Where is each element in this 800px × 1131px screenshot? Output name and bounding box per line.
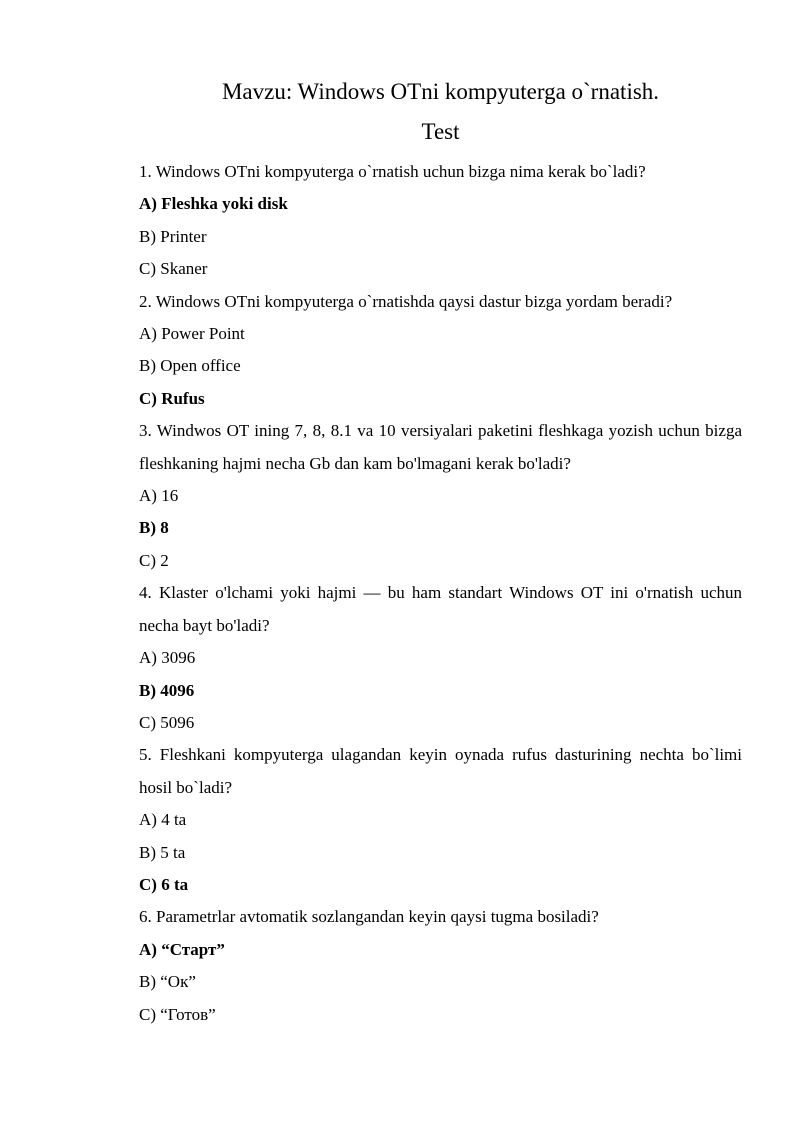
answer-option: B) 5 ta	[139, 842, 186, 862]
question-text: 4. Klaster o'lchami yoki hajmi — bu ham standart Windows OT ini o'rnatish uchun necha bayt bo'ladi?	[139, 583, 742, 635]
answer-option: A) 4 ta	[139, 810, 187, 830]
answer-option: A) Power Point	[139, 324, 245, 344]
answer-option: A) Fleshka yoki disk	[139, 194, 288, 214]
question-text: 6. Parametrlar avtomatik sozlangandan keyin qaysi tugma bosiladi?	[139, 907, 599, 927]
answer-option: C) 2	[139, 550, 169, 570]
answer-option: B) 8	[139, 518, 169, 538]
answer-option: B) Open office	[139, 356, 241, 376]
document-subtitle: Test	[421, 119, 460, 144]
answer-option: C) Skaner	[139, 259, 208, 279]
document-title: Mavzu: Windows OTni kompyuterga o`rnatish.	[221, 79, 660, 104]
question-block	[139, 156, 742, 286]
document-page	[139, 76, 742, 1031]
question-block	[139, 577, 742, 739]
answer-option: C) Rufus	[139, 388, 205, 408]
answer-option: A) “Старт”	[139, 939, 225, 959]
answer-option: B) “Ок”	[139, 972, 196, 992]
answer-option: C) 6 ta	[139, 874, 189, 894]
answer-option: B) Printer	[139, 226, 207, 246]
question-text: 1. Windows OTni kompyuterga o`rnatish uchun bizga nima kerak bo`ladi?	[139, 162, 646, 181]
question-block	[139, 739, 742, 901]
question-text: 3. Windwos OT ining 7, 8, 8.1 va 10 versiyalari paketini fleshkaga yozish uchun bizga fleshkaning hajmi necha Gb dan kam bo'lmagani kerak bo'ladi?	[139, 421, 742, 473]
question-text: 2. Windows OTni kompyuterga o`rnatishda qaysi dastur bizga yordam beradi?	[139, 291, 673, 311]
answer-option: C) “Готов”	[139, 1004, 216, 1024]
answer-option: A) 16	[139, 486, 179, 506]
question-list	[139, 156, 742, 1031]
question-text: 5. Fleshkani kompyuterga ulagandan keyin oynada rufus dasturining nechta bo`limi hosil bo`ladi?	[139, 745, 742, 797]
answer-option: A) 3096	[139, 648, 196, 668]
question-block	[139, 415, 742, 577]
answer-option: C) 5096	[139, 712, 195, 732]
question-block	[139, 286, 742, 416]
question-block	[139, 901, 742, 1031]
answer-option: B) 4096	[139, 680, 195, 700]
